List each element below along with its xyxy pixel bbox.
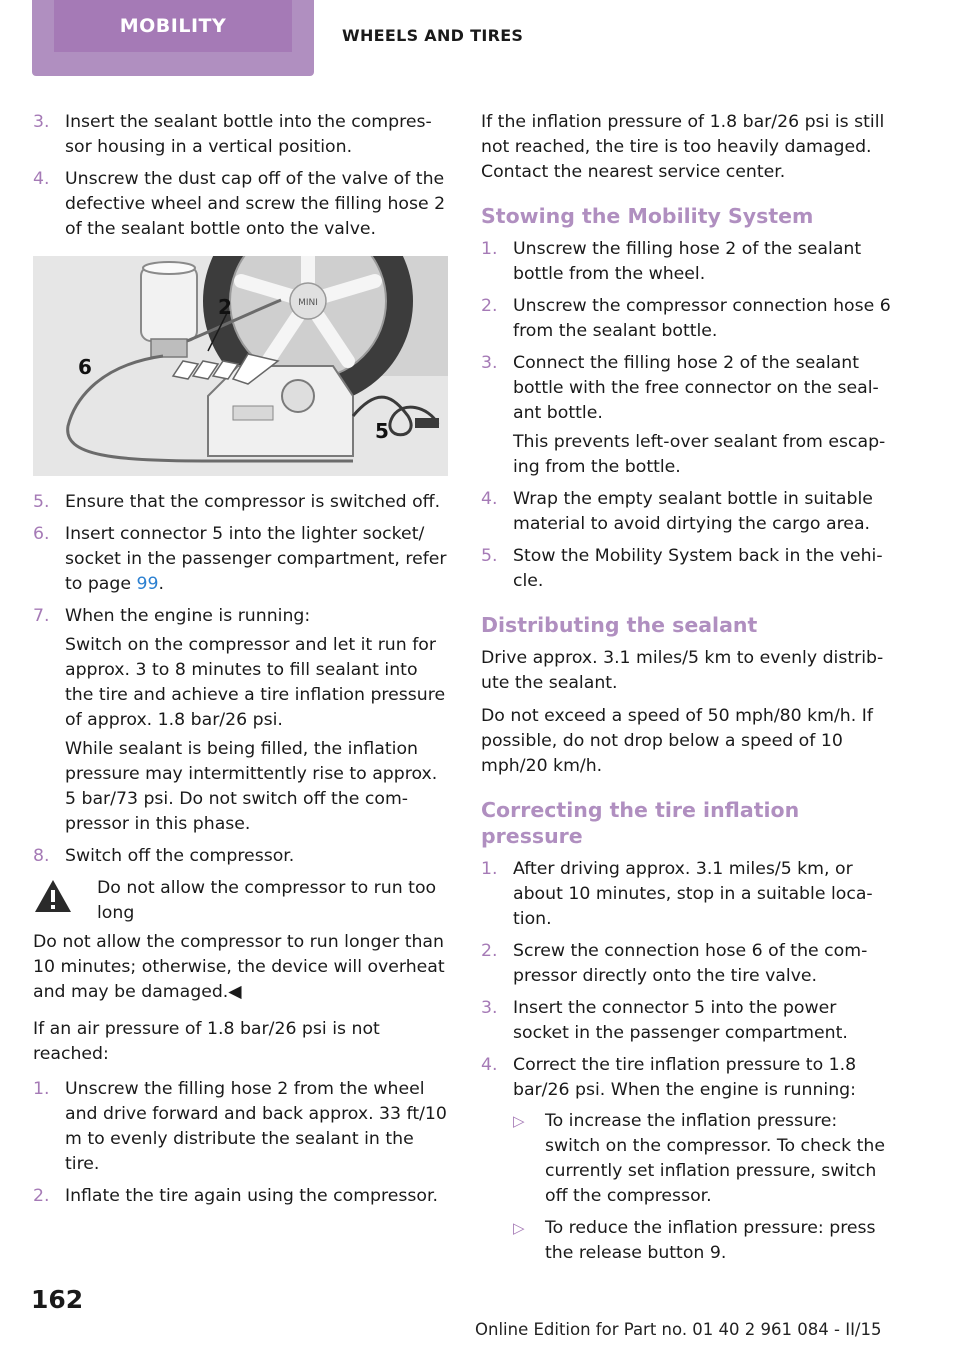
step-number: 6. — [33, 524, 50, 544]
sub-bullet-item — [513, 1216, 896, 1266]
list-item — [481, 857, 896, 932]
step-number: 3. — [481, 998, 498, 1018]
stowing-heading: Stowing the Mobility System — [481, 204, 814, 228]
triangle-bullet-icon: ▷ — [513, 1219, 525, 1237]
step-number: 3. — [481, 353, 498, 373]
step-paragraph: While sealant is being filled, the inflation pressure may intermittently rise to approx. 5 bar/73 psi. Do not switch off the com‐ pressor in this phase. — [65, 739, 438, 834]
wheel-badge: MINI — [298, 298, 318, 308]
step-text: Unscrew the filling hose 2 of the sealant bottle from the wheel. — [513, 239, 862, 284]
step-text: Insert the sealant bottle into the compres‐ sor housing in a vertical position. — [65, 112, 432, 157]
correcting-heading: Correcting the tire inflation pressure — [481, 798, 800, 848]
step-text: After driving approx. 3.1 miles/5 km, or about 10 minutes, stop in a suitable loca‐ tion. — [513, 859, 873, 929]
list-item — [33, 110, 448, 160]
distributing-paragraph-speed: Do not exceed a speed of 50 mph/80 km/h. If possible, do not drop below a speed of 10 mph/20 km/h. — [481, 706, 873, 776]
sub-bullet-item — [513, 1109, 896, 1209]
step-text: Stow the Mobility System back in the vehi‐ cle. — [513, 546, 883, 591]
warning-triangle-icon — [33, 878, 73, 922]
step-text: Inflate the tire again using the compressor. — [65, 1186, 438, 1206]
step-text: Wrap the empty sealant bottle in suitable material to avoid dirtying the cargo area. — [513, 489, 873, 534]
list-item — [481, 544, 896, 594]
warning-body: Do not allow the compressor to run longer than 10 minutes; otherwise, the device will overheat and may be damaged.◀ — [33, 932, 445, 1002]
step-text: Unscrew the compressor connection hose 6 from the sealant bottle. — [513, 296, 891, 341]
chapter-tab — [32, 0, 314, 76]
sub-bullet-text: To reduce the inflation pressure: press the release button 9. — [545, 1218, 876, 1263]
step-number: 2. — [33, 1186, 50, 1206]
step-number: 1. — [481, 859, 498, 879]
step-text: Ensure that the compressor is switched off. — [65, 492, 441, 512]
step-number: 2. — [481, 296, 498, 316]
step-text: Connect the filling hose 2 of the sealant bottle with the free connector on the seal‐ ant bottle. — [513, 353, 879, 423]
distributing-paragraph: Drive approx. 3.1 miles/5 km to evenly distrib‐ ute the sealant. — [481, 648, 884, 693]
chapter-tab-label: MOBILITY — [54, 0, 292, 52]
list-item — [481, 487, 896, 537]
step-number: 1. — [481, 239, 498, 259]
steps-list-a — [33, 110, 448, 242]
step-paragraph: This prevents left-over sealant from escap‐ ing from the bottle. — [513, 432, 886, 477]
steps-list-c — [33, 1077, 448, 1209]
sub-bullet-list — [513, 1109, 896, 1266]
list-item — [481, 294, 896, 344]
list-item — [33, 167, 448, 242]
right-column — [481, 110, 896, 1273]
callout-5: 5 — [375, 419, 389, 443]
step-number: 3. — [33, 112, 50, 132]
triangle-bullet-icon: ▷ — [513, 1112, 525, 1130]
step-text: When the engine is running: — [65, 606, 311, 626]
correcting-steps — [481, 857, 896, 1266]
step-text: Insert the connector 5 into the power socket in the passenger compartment. — [513, 998, 848, 1043]
left-column — [33, 110, 448, 1216]
list-item — [481, 939, 896, 989]
step-number: 4. — [481, 489, 498, 509]
step-number: 7. — [33, 606, 50, 626]
step-number: 5. — [481, 546, 498, 566]
list-item — [481, 1053, 896, 1266]
list-item — [481, 996, 896, 1046]
list-item — [481, 237, 896, 287]
step-text: Unscrew the dust cap off of the valve of the defective wheel and screw the filling hose 2 of the sealant bottle onto the valve. — [65, 169, 446, 239]
list-item — [33, 1184, 448, 1209]
step-paragraph: Switch on the compressor and let it run for approx. 3 to 8 minutes to fill sealant into the tire and achieve a tire inflation pressure of approx. 1.8 bar/26 psi. — [65, 635, 446, 730]
step-number: 8. — [33, 846, 50, 866]
sealant-compressor-figure — [33, 256, 448, 476]
air-pressure-intro: If an air pressure of 1.8 bar/26 psi is not reached: — [33, 1019, 380, 1064]
step-number: 1. — [33, 1079, 50, 1099]
step-number: 4. — [481, 1055, 498, 1075]
list-item — [33, 490, 448, 515]
intro-paragraph: If the inflation pressure of 1.8 bar/26 psi is still not reached, the tire is too heavily damaged. Contact the nearest service center. — [481, 112, 885, 182]
figure-illustration — [33, 256, 448, 476]
page-link[interactable]: 99 — [136, 574, 159, 594]
list-item — [481, 351, 896, 480]
step-text: Unscrew the filling hose 2 from the wheel and drive forward and back approx. 33 ft/10 m to evenly distribute the sealant in the tire. — [65, 1079, 447, 1174]
warning-notice — [33, 876, 448, 926]
step-text: Switch off the compressor. — [65, 846, 295, 866]
warning-title: Do not allow the compressor to run too long — [97, 878, 437, 923]
step-number: 5. — [33, 492, 50, 512]
step-text: Insert connector 5 into the lighter socket/ socket in the passenger compartment, refer to page — [65, 524, 447, 594]
step-number: 2. — [481, 941, 498, 961]
section-title: WHEELS AND TIRES — [342, 26, 524, 45]
callout-2: 2 — [218, 295, 232, 319]
page-header — [0, 0, 960, 78]
stowing-steps — [481, 237, 896, 594]
list-item — [33, 604, 448, 837]
step-text: Screw the connection hose 6 of the com‐ pressor directly onto the tire valve. — [513, 941, 868, 986]
step-text-end: . — [158, 574, 164, 594]
footer-edition: Online Edition for Part no. 01 40 2 961 084 - II/15 — [475, 1320, 882, 1339]
page-number: 162 — [31, 1285, 84, 1314]
step-number: 4. — [33, 169, 50, 189]
steps-list-b — [33, 490, 448, 869]
callout-6: 6 — [78, 355, 92, 379]
list-item — [33, 1077, 448, 1177]
sub-bullet-text: To increase the inflation pressure: switch on the compressor. To check the currently set inflation pressure, switch off the compressor. — [545, 1111, 885, 1206]
distributing-heading: Distributing the sealant — [481, 613, 758, 637]
list-item — [33, 522, 448, 597]
list-item — [33, 844, 448, 869]
step-text: Correct the tire inflation pressure to 1.8 bar/26 psi. When the engine is running: — [513, 1055, 857, 1100]
